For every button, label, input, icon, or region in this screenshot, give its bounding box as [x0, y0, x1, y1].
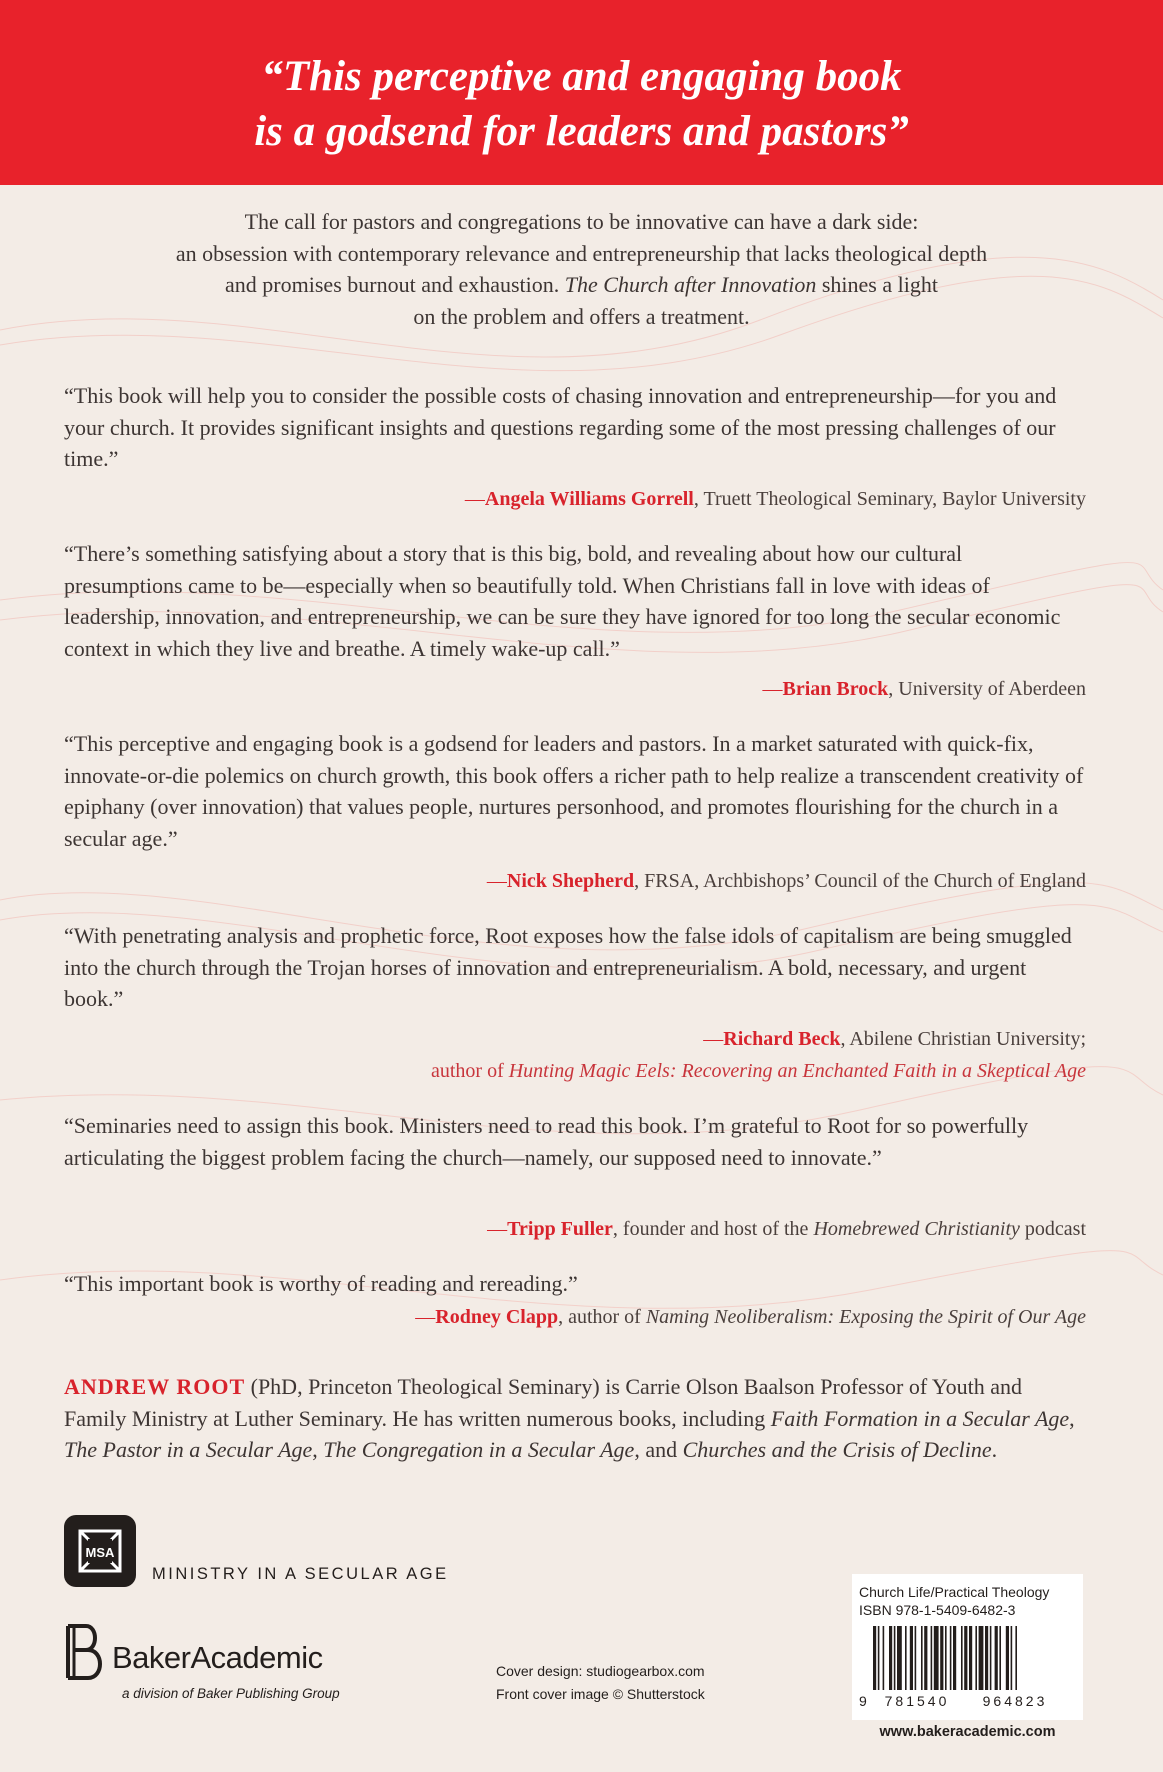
description-line-3 [120, 269, 1043, 301]
banner-quote-line-2: is a godsend for leaders and pastors” [254, 108, 909, 155]
description-line-4: on the problem and offers a treatment. [413, 303, 750, 329]
book-title-inline: Churches and the Crisis of Decline [682, 1437, 992, 1462]
endorsement-quote [64, 920, 1086, 1015]
barcode-bar [945, 1626, 947, 1690]
barcode-bar [995, 1626, 998, 1690]
description-line-1: The call for pastors and congregations to be innovative can have a dark side: [244, 209, 919, 234]
barcode-digits-right: 964823 [982, 1693, 1048, 1708]
author-bio [64, 1371, 1086, 1466]
em-dash: — [703, 1028, 724, 1050]
description-line-2: an obsession with contemporary relevance and entrepreneurship that lacks theological depth [175, 240, 988, 266]
em-dash: — [487, 1218, 508, 1240]
em-dash: — [464, 488, 485, 510]
author-name: ANDREW ROOT [64, 1374, 246, 1399]
endorsement-attribution [415, 1302, 1086, 1332]
series-logo [64, 1515, 136, 1587]
endorser-affiliation: , FRSA, Archbishops’ Council of the Church of England [634, 870, 1086, 892]
barcode-bar [910, 1626, 913, 1690]
book-title-inline: Faith Formation in a Secular Age [770, 1405, 1070, 1431]
author-of-label: author of [430, 1060, 509, 1082]
bio-text: , [312, 1437, 324, 1462]
book-title-inline: The Church after Innovation [564, 272, 817, 297]
endorser-affiliation: , author of [558, 1306, 646, 1328]
endorsement-attribution [465, 484, 1086, 514]
endorser-name: Rodney Clapp [435, 1306, 559, 1328]
barcode-bar [1015, 1626, 1017, 1690]
barcode-bar [990, 1626, 992, 1690]
barcode-digits-left: 781540 [884, 1693, 950, 1708]
cover-credits [496, 1660, 705, 1706]
endorser-name: Angela Williams Gorrell [484, 488, 694, 510]
bio-text: . [991, 1437, 998, 1462]
barcode-bar [964, 1626, 967, 1690]
book-title-inline: The Pastor in a Secular Age [64, 1437, 313, 1462]
publisher-name: BakerAcademic [112, 1640, 323, 1675]
barcode-bar [931, 1626, 933, 1690]
series-logo-letters: MSA [85, 1545, 115, 1560]
banner-quote-line-1: “This perceptive and engaging book [261, 53, 902, 100]
endorsement-quote [64, 380, 1086, 475]
barcode-bar [873, 1626, 876, 1690]
barcode-bar [894, 1626, 896, 1690]
series-name: MINISTRY IN A SECULAR AGE [152, 1565, 449, 1583]
book-title-inline: Naming Neoliberalism: Exposing the Spirit of Our Age [645, 1306, 1086, 1328]
book-description [120, 206, 1043, 332]
endorsement-attribution [703, 1024, 1086, 1054]
endorser-affiliation: , Truett Theological Seminary, Baylor University [693, 488, 1086, 510]
barcode-bar [979, 1626, 984, 1690]
description-text: shines a light [816, 272, 938, 297]
barcode-bar [897, 1626, 902, 1690]
endorsement-quote [64, 728, 1086, 854]
barcode-bar [950, 1626, 952, 1690]
barcode-bar [878, 1626, 880, 1690]
publisher-division: a division of Baker Publishing Group [122, 1686, 340, 1701]
quote-text: “This important book is worthy of reading and rereading.” [64, 1271, 578, 1296]
description-text: and promises burnout and exhaustion. [225, 272, 565, 297]
endorsement-attribution [487, 1214, 1086, 1244]
em-dash: — [762, 678, 783, 700]
podcast-title-inline: Homebrewed Christianity [813, 1218, 1020, 1240]
quote-text: “This perceptive and engaging book is a godsend for leaders and pastors. In a market saturated with quick-fix, innovate-or-die polemics on church growth, this book offers a richer path to help realize a transcendent creativity of epiphany (over innovation) that values people, nurtures personhood, and promotes flourishing for the church in a secular age.” [64, 731, 1084, 851]
quote-text: “There’s something satisfying about a story that is this big, bold, and revealing about how our cultural presumptions came to be—especially when so beautifully told. When Christians fall in love with ideas of leadership, innovation, and entrepreneurship, we can be sure they have ignored for too long the secular economic context in which they live and breathe. A timely wake-up call.” [64, 541, 1061, 661]
barcode-bar [975, 1626, 977, 1690]
isbn-number: ISBN 978-1-5409-6482-3 [859, 1602, 1016, 1618]
endorsement-quote [64, 1110, 1086, 1173]
cover-design-credit: Cover design: studiogearbox.com [496, 1663, 705, 1679]
endorser-name: Nick Shepherd [506, 870, 635, 892]
barcode-bar [905, 1626, 907, 1690]
barcode-bar [934, 1626, 939, 1690]
endorsement-attribution [487, 866, 1086, 896]
barcode-bar [889, 1626, 892, 1690]
barcode-bar [921, 1626, 923, 1690]
barcode-bar [953, 1626, 956, 1690]
endorser-affiliation: , founder and host of the [612, 1218, 814, 1240]
bio-paragraph [64, 1371, 1086, 1466]
barcode-bar [924, 1626, 927, 1690]
bio-text: (PhD, Princeton Theological Seminary) is Carrie Olson Baalson Professor of Youth and Family Ministry at Luther Seminary. He has written numerous books, including [64, 1374, 1022, 1431]
barcode-bar [915, 1626, 917, 1690]
quote-text: “This book will help you to consider the possible costs of chasing innovation and entrepreneurship—for you and your church. It provides significant insights and questions regarding some of the most pressing challenges of our time.” [64, 383, 1057, 471]
book-title-inline: The Congregation in a Secular Age [323, 1437, 635, 1462]
quote-text: “With penetrating analysis and prophetic force, Root exposes how the false idols of capitalism are being smuggled into the church through the Trojan horses of innovation and entrepreneurialism. A bold, necessary, and urgent book.” [64, 923, 1072, 1011]
barcode-bar [999, 1626, 1001, 1690]
publisher-website: www.bakeracademic.com [879, 1724, 1056, 1740]
endorsement-attribution [763, 674, 1087, 704]
series-logo-icon [64, 1515, 136, 1587]
isbn-barcode [855, 1626, 1079, 1708]
endorser-affiliation: , University of Aberdeen [888, 678, 1086, 700]
quote-text: “Seminaries need to assign this book. Ministers need to read this book. I’m grateful to Root for so powerfully articulating the biggest problem facing the church—namely, our supposed need to innovate.” [64, 1113, 1029, 1170]
barcode-digit-prefix: 9 [859, 1693, 867, 1708]
subject-category: Church Life/Practical Theology [859, 1584, 1050, 1600]
barcode-bar [940, 1626, 943, 1690]
endorser-affiliation: , Abilene Christian University; [840, 1028, 1086, 1050]
em-dash: — [415, 1306, 436, 1328]
quote-banner [0, 0, 1163, 185]
endorsement-quote [64, 538, 1086, 664]
endorser-name: Richard Beck [723, 1028, 841, 1050]
barcode-bar [883, 1626, 885, 1690]
barcode-bar [961, 1626, 963, 1690]
book-title-inline: Hunting Magic Eels: Recovering an Enchanted Faith in a Skeptical Age [508, 1060, 1086, 1082]
endorser-name: Tripp Fuller [507, 1218, 613, 1240]
barcode-bar [969, 1626, 972, 1690]
endorsement-attribution-line-2 [431, 1056, 1086, 1086]
endorsement-quote [64, 1268, 1086, 1300]
em-dash: — [486, 870, 507, 892]
barcode-bar [985, 1626, 988, 1690]
endorser-affiliation: podcast [1019, 1218, 1086, 1240]
barcode-bar [1011, 1626, 1013, 1690]
bio-text: , and [634, 1437, 683, 1462]
endorser-name: Brian Brock [782, 678, 889, 700]
bio-text: , [1069, 1405, 1075, 1431]
barcode-bars [873, 1626, 1017, 1690]
barcode-bar [1006, 1626, 1009, 1690]
cover-image-credit: Front cover image © Shutterstock [496, 1686, 705, 1702]
baker-b-logo-icon [64, 1624, 106, 1680]
